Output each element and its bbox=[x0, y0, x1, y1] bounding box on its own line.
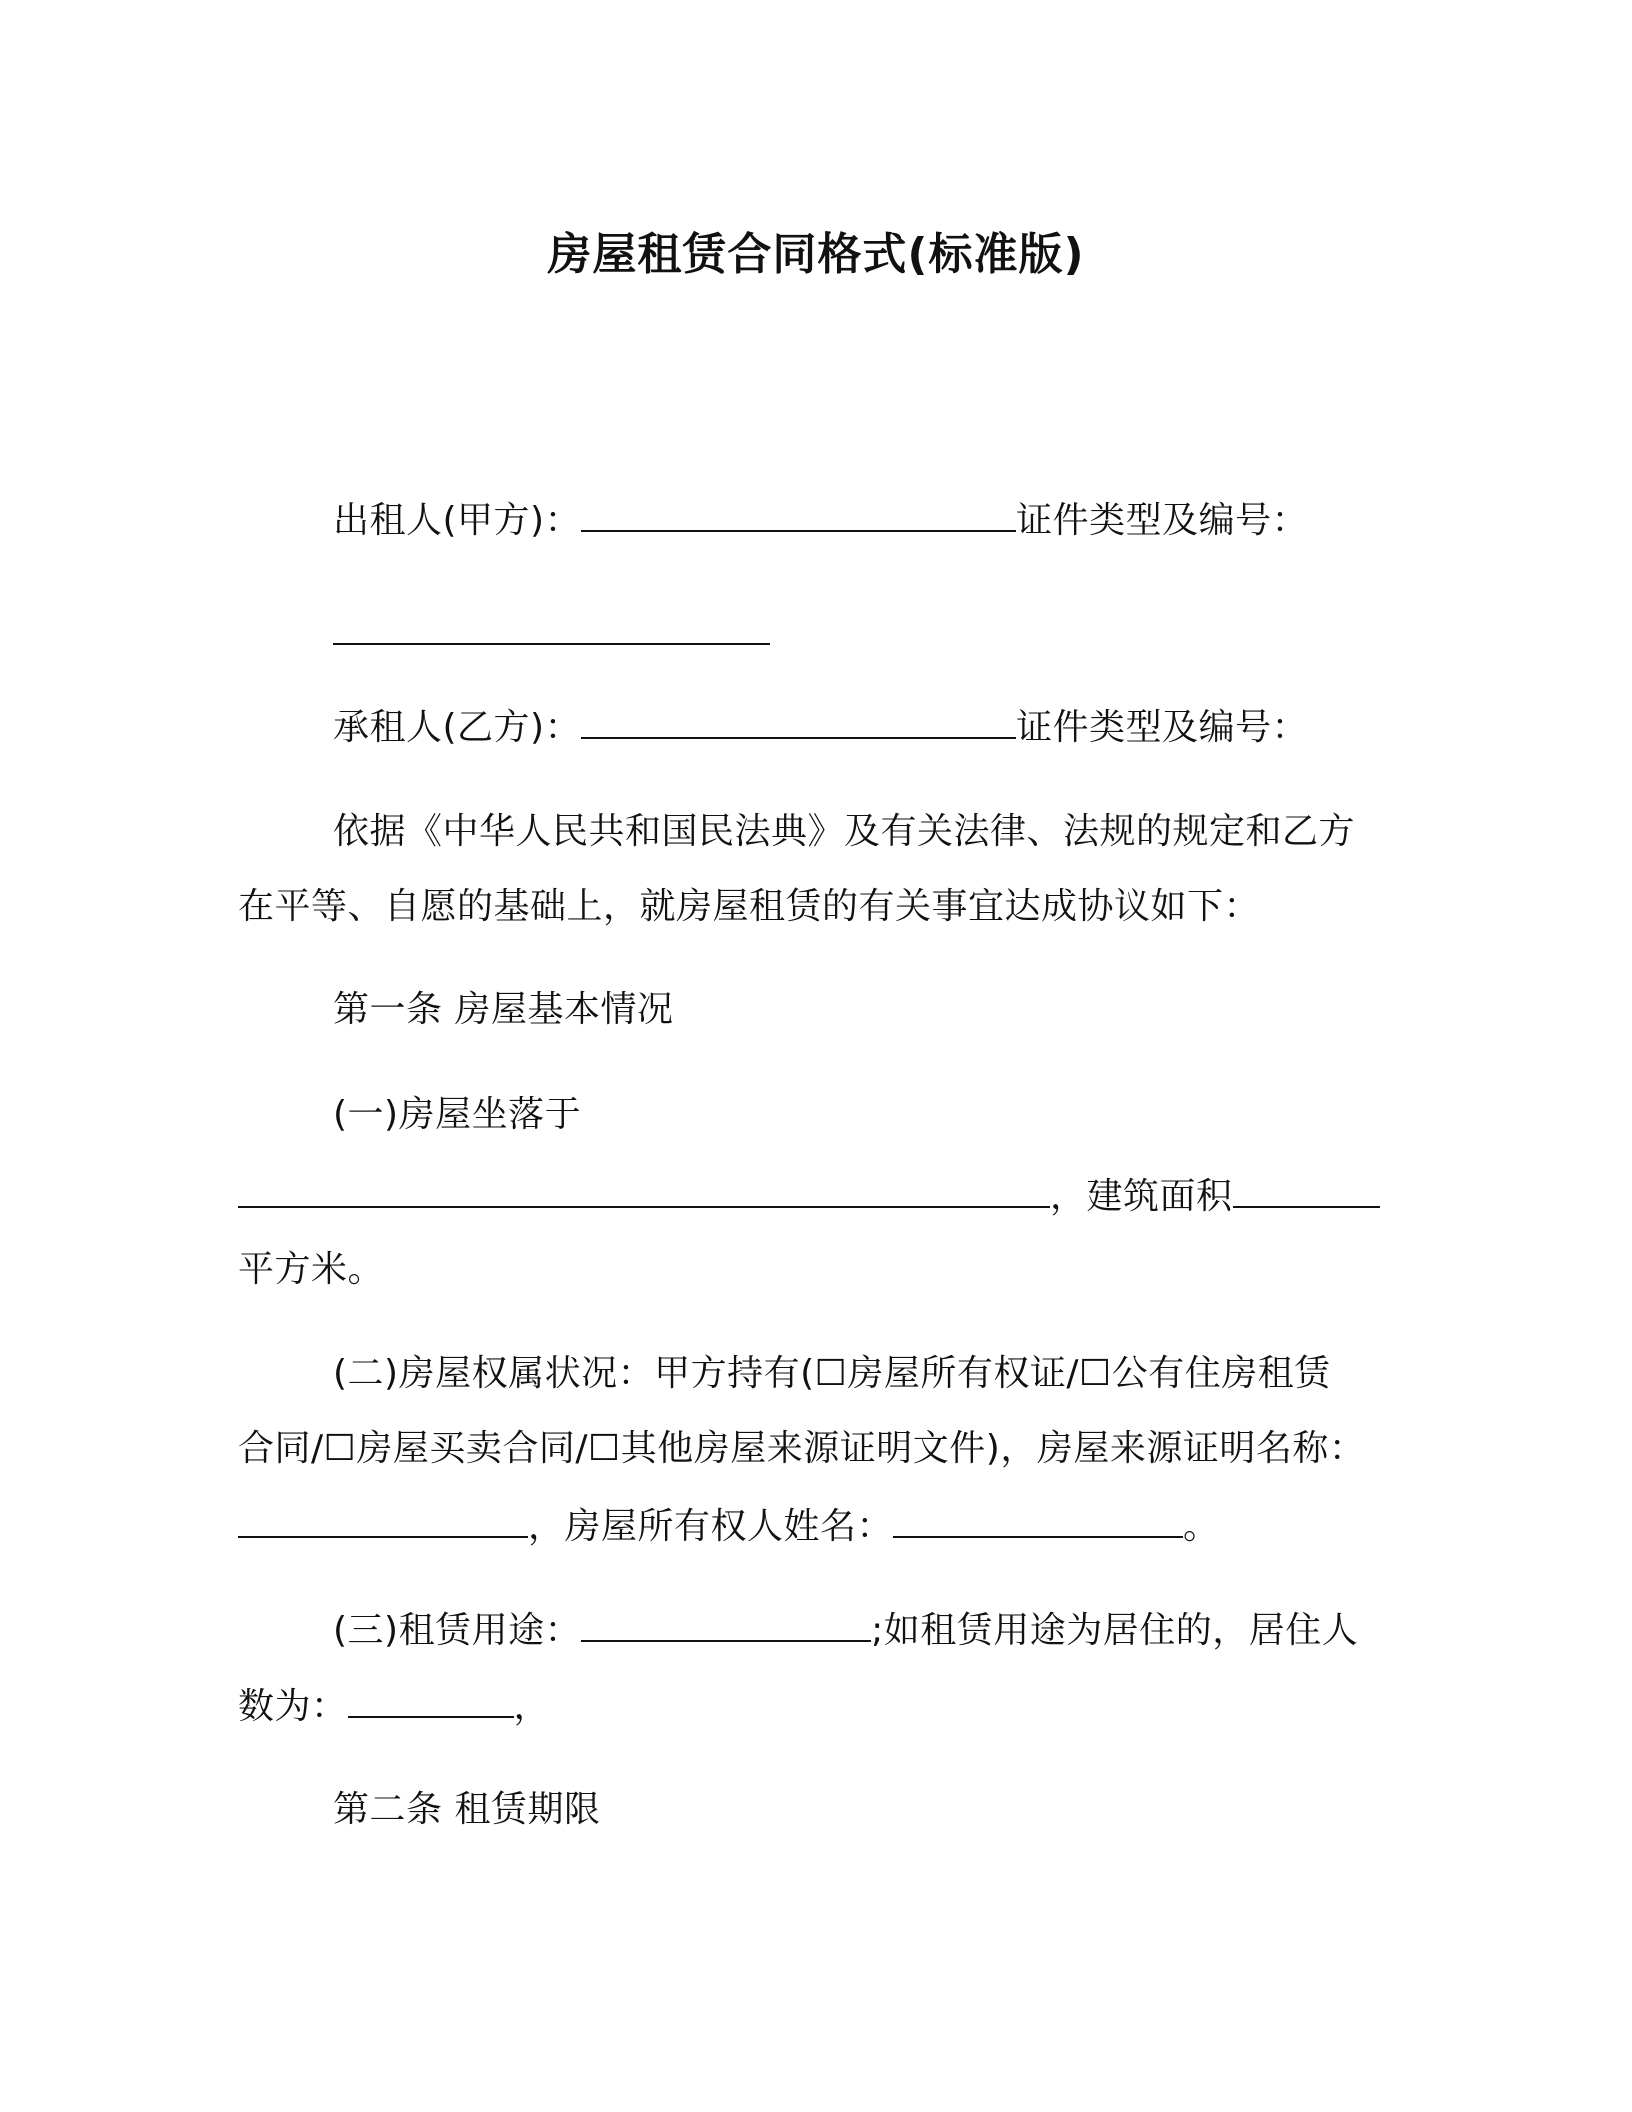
document-title: 房屋租赁合同格式(标准版) bbox=[547, 229, 1085, 280]
lessor-name-blank bbox=[581, 496, 1016, 532]
item-1-line-1: (一)房屋坐落于 bbox=[333, 1094, 582, 1135]
item-2-line-3 bbox=[238, 1502, 1220, 1551]
item-3-end: ， bbox=[513, 1686, 551, 1727]
item-2-line-2: 合同/☐房屋买卖合同/☐其他房屋来源证明文件)，房屋来源证明名称： bbox=[238, 1428, 1366, 1469]
lessee-label: 承租人(乙方)： bbox=[333, 707, 582, 748]
lessee-line bbox=[333, 703, 1308, 752]
article-1-heading: 第一条 房屋基本情况 bbox=[333, 989, 674, 1030]
residence-text: ;如租赁用途为居住的，居住人 bbox=[871, 1610, 1359, 1651]
use-label: (三)租赁用途： bbox=[333, 1610, 582, 1651]
lessee-id-label: 证件类型及编号： bbox=[1016, 707, 1309, 748]
item-3-line-1 bbox=[333, 1606, 1358, 1655]
preamble-line-2: 在平等、自愿的基础上，就房屋租赁的有关事宜达成协议如下： bbox=[238, 886, 1261, 927]
article-2-heading: 第二条 租赁期限 bbox=[333, 1789, 601, 1830]
area-blank bbox=[1233, 1172, 1380, 1208]
owner-name-blank bbox=[893, 1502, 1183, 1538]
resident-count-label: 数为： bbox=[238, 1686, 348, 1727]
item-1-line-2 bbox=[238, 1172, 1380, 1221]
lessor-id-blank bbox=[333, 643, 770, 645]
lessor-line bbox=[333, 496, 1308, 545]
resident-count-blank bbox=[348, 1682, 514, 1718]
location-blank bbox=[238, 1172, 1050, 1208]
preamble-line-1: 依据《中华人民共和国民法典》及有关法律、法规的规定和乙方 bbox=[333, 811, 1356, 852]
lessee-name-blank bbox=[581, 703, 1016, 739]
area-label: ，建筑面积 bbox=[1050, 1176, 1233, 1217]
item-1-unit: 平方米。 bbox=[238, 1249, 385, 1290]
item-2-line-1: (二)房屋权属状况：甲方持有(☐房屋所有权证/☐公有住房租赁 bbox=[333, 1353, 1331, 1394]
owner-label: ，房屋所有权人姓名： bbox=[528, 1506, 894, 1547]
lessor-id-label: 证件类型及编号： bbox=[1016, 500, 1309, 541]
use-blank bbox=[581, 1606, 871, 1642]
lessor-label: 出租人(甲方)： bbox=[333, 500, 582, 541]
certificate-name-blank bbox=[238, 1502, 528, 1538]
item-2-end: 。 bbox=[1183, 1506, 1220, 1547]
item-3-line-2 bbox=[238, 1682, 550, 1731]
